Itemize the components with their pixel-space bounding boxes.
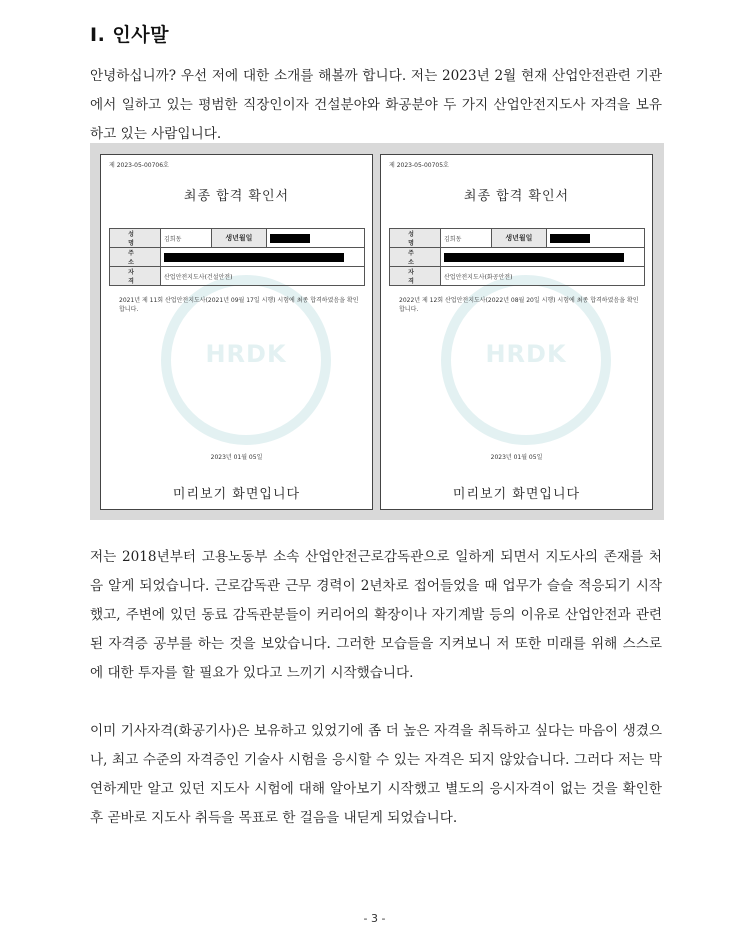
address-label: 주 소 [110,248,161,267]
redaction-bar [164,253,344,262]
birth-value-redacted [546,229,644,248]
intro-paragraph: 안녕하십니까? 우선 저에 대한 소개를 해볼까 합니다. 저는 2023년 2월 현재 산업안전관련 기관에서 일하고 있는 평범한 직장인이자 건설분야와 화공분야 두 가지 산업안전지도사 자격을 보유하고 있는 사람입니다. [90,68,662,142]
certificate-date: 2023년 01월 05일 [490,454,543,461]
certificate-card [380,154,653,510]
qualification-value: 산업안전지도사(화공안전) [441,267,645,286]
certificate-title: 최종 합격 확인서 [183,189,290,204]
watermark-text: HRDK [205,340,287,368]
address-label: 주 소 [390,248,441,267]
name-label: 성 명 [110,229,161,248]
address-value-redacted [441,248,645,267]
background-paragraph: 저는 2018년부터 고용노동부 소속 산업안전근로감독관으로 일하게 되면서 지도사의 존재를 처음 알게 되었습니다. 근로감독관 근무 경력이 2년차로 접어들었을 때 업무가 슬슬 적응되기 시작했고, 주변에 있던 동료 감독관분들이 커리어의 확장이나 자기계발 등의 이유로 산업안전과 관련된 자격증 공부를 하는 것을 보았습니다. 그러한 모습들을 지켜보니 저 또한 미래를 위해 스스로에 대한 투자를 할 필요가 있다고 느끼기 시작했습니다. [90,549,662,681]
birth-value-redacted [266,229,364,248]
preview-notice: 미리보기 화면입니다 [452,487,581,502]
certificate-body: 2022년 제 12회 산업안전지도사(2022년 08월 20일 시행) 시험에 최종 합격하였음을 확인합니다. [399,297,639,313]
certificate-date: 2023년 01월 05일 [210,454,263,461]
document-number: 제 2023-05-00706호 [109,162,169,169]
section-heading: Ⅰ. 인사말 [90,24,169,46]
redaction-bar [270,234,310,243]
address-value-redacted [161,248,365,267]
page-number: - 3 - [363,912,386,925]
certificate-info-table [109,228,365,286]
redaction-bar [444,253,624,262]
motivation-paragraph: 이미 기사자격(화공기사)은 보유하고 있었기에 좀 더 높은 자격을 취득하고 싶다는 마음이 생겼으나, 최고 수준의 자격증인 기술사 시험을 응시할 수 있는 자격은 되지 않았습니다. 그러다 저는 막연하게만 알고 있던 지도사 시험에 대해 알아보기 시작했고 별도의 응시자격이 없는 것을 확인한 후 곧바로 지도사 취득을 목표로 한 걸음을 내딛게 되었습니다. [90,723,662,826]
certificate-figure [90,143,664,520]
watermark-text: HRDK [485,340,567,368]
name-label: 성 명 [390,229,441,248]
certificate-body: 2021년 제 11회 산업안전지도사(2021년 09월 17일 시행) 시험에 최종 합격하였음을 확인합니다. [119,297,359,313]
certificate-title: 최종 합격 확인서 [463,189,570,204]
qualification-value: 산업안전지도사(건설안전) [161,267,365,286]
name-value: 김희동 [161,229,212,248]
name-value: 김희동 [441,229,492,248]
qualification-label: 자 격 [390,267,441,286]
redaction-bar [550,234,590,243]
preview-notice: 미리보기 화면입니다 [172,487,301,502]
certificate-card [100,154,373,510]
certificate-info-table [389,228,645,286]
birth-label: 생년월일 [211,229,266,248]
birth-label: 생년월일 [491,229,546,248]
qualification-label: 자 격 [110,267,161,286]
document-number: 제 2023-05-00705호 [389,162,449,169]
